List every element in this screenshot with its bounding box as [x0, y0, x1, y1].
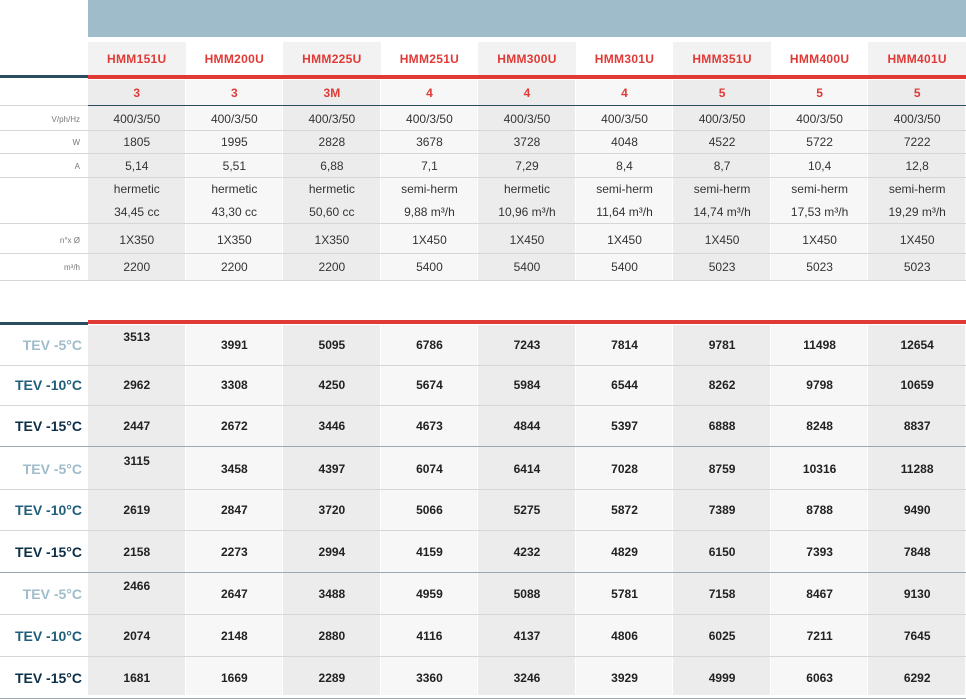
model-header: HMM251U [381, 42, 479, 75]
spec-power: 4522 [708, 135, 736, 149]
capacity-value: 10659 [900, 378, 934, 392]
spec-displacement: 34,45 cc [114, 205, 160, 219]
spec-current: 5,51 [222, 159, 246, 173]
row-divider [0, 656, 966, 657]
spec-compressor: hermetic [308, 182, 355, 196]
tev-label: TEV -5°C [22, 586, 82, 602]
capacity-value: 6063 [806, 671, 833, 685]
capacity-value: 4232 [513, 545, 541, 559]
capacity-value: 7645 [903, 629, 931, 643]
spec-unit: V/ph/Hz [51, 114, 80, 124]
spec-unit: m³/h [64, 262, 80, 272]
capacity-value: 7211 [806, 629, 833, 643]
capacity-value: 6025 [708, 629, 736, 643]
capacity-value: 7028 [611, 462, 638, 476]
row-divider [0, 253, 966, 254]
spec-voltage: 400/3/50 [698, 112, 746, 126]
spec-airflow: 5023 [708, 260, 736, 274]
capacity-value: 2273 [220, 545, 248, 559]
spec-power: 5722 [806, 135, 833, 149]
spec-airflow: 2200 [220, 260, 248, 274]
spec-compressor: semi-herm [791, 182, 848, 196]
capacity-value: 1681 [123, 671, 151, 685]
spec-fans: 1X450 [704, 233, 740, 247]
capacity-value: 5674 [416, 378, 443, 392]
capacity-value: 3446 [318, 419, 346, 433]
row-divider [0, 130, 966, 131]
spec-unit [0, 178, 88, 200]
spec-unit [0, 200, 88, 224]
capacity-value: 4137 [513, 629, 541, 643]
row-divider [0, 614, 966, 615]
capacity-value: 3308 [220, 378, 248, 392]
spec-current: 7,1 [421, 159, 438, 173]
capacity-value: 10316 [802, 462, 837, 476]
capacity-value: 8248 [806, 419, 833, 433]
row-divider [0, 698, 966, 699]
spec-displacement: 14,74 m³/h [693, 205, 751, 219]
capacity-value: 2148 [220, 629, 248, 643]
spec-voltage: 400/3/50 [893, 112, 941, 126]
capacity-value: 4673 [416, 419, 443, 433]
capacity-value: 4397 [318, 462, 346, 476]
spec-power: 7222 [903, 135, 931, 149]
spec-compressor: semi-herm [693, 182, 751, 196]
tev-label: TEV -5°C [22, 461, 82, 477]
spec-compressor: hermetic [211, 182, 258, 196]
capacity-value: 7243 [513, 338, 541, 352]
spec-displacement: 9,88 m³/h [404, 205, 455, 219]
capacity-value: 2074 [123, 629, 151, 643]
tev-label: TEV -15°C [14, 418, 82, 434]
model-header: HMM151U [88, 42, 186, 75]
capacity-value: 1669 [220, 671, 248, 685]
capacity-value: 2672 [220, 419, 248, 433]
capacity-value: 11288 [900, 462, 934, 476]
capacity-value: 4844 [513, 419, 541, 433]
model-header: HMM351U [673, 42, 771, 75]
capacity-value: 5781 [611, 587, 638, 601]
spec-fans: 1X450 [509, 233, 545, 247]
capacity-value: 5397 [611, 419, 638, 433]
capacity-value: 2466 [123, 579, 151, 593]
row-divider [0, 223, 966, 224]
capacity-value: 3488 [318, 587, 346, 601]
capacity-value: 4116 [416, 629, 443, 643]
model-header: HMM200U [186, 42, 284, 75]
capacity-value: 12654 [900, 338, 934, 352]
spec-band: 3M [323, 86, 341, 100]
spec-fans: 1X350 [216, 233, 252, 247]
tev-label: TEV -5°C [22, 337, 82, 353]
capacity-value: 4829 [611, 545, 638, 559]
tev-label: TEV -15°C [14, 670, 82, 686]
spec-displacement: 50,60 cc [309, 205, 355, 219]
capacity-value: 6786 [416, 338, 443, 352]
spec-current: 5,14 [125, 159, 149, 173]
spec-airflow: 5400 [513, 260, 541, 274]
spec-compressor: semi-herm [596, 182, 653, 196]
spec-voltage: 400/3/50 [113, 112, 161, 126]
capacity-value: 3115 [123, 454, 150, 468]
spec-displacement: 10,96 m³/h [498, 205, 556, 219]
spec-fans: 1X450 [899, 233, 935, 247]
capacity-value: 11498 [803, 338, 836, 352]
capacity-value: 8759 [708, 462, 736, 476]
spec-current: 8,7 [713, 159, 731, 173]
spec-voltage: 400/3/50 [796, 112, 843, 126]
capacity-value: 5984 [513, 378, 541, 392]
spec-fans: 1X350 [314, 233, 350, 247]
spec-airflow: 5400 [416, 260, 443, 274]
capacity-value: 7393 [806, 545, 833, 559]
capacity-value: 3991 [220, 338, 248, 352]
spec-airflow: 5400 [611, 260, 638, 274]
capacity-value: 2289 [318, 671, 346, 685]
spec-airflow: 5023 [806, 260, 833, 274]
capacity-value: 8467 [806, 587, 833, 601]
spec-compressor: semi-herm [401, 182, 458, 196]
capacity-value: 7389 [708, 503, 736, 517]
spec-unit: A [74, 161, 80, 171]
capacity-value: 5088 [513, 587, 541, 601]
spec-fans: 1X450 [802, 233, 837, 247]
capacity-value: 5275 [513, 503, 541, 517]
capacity-value: 3360 [416, 671, 443, 685]
spec-band: 4 [523, 86, 531, 100]
tev-label: TEV -10°C [14, 377, 82, 393]
spec-current: 10,4 [807, 159, 832, 173]
spec-fans: 1X350 [119, 233, 155, 247]
capacity-value: 7158 [708, 587, 736, 601]
spec-power: 2828 [318, 135, 346, 149]
spec-voltage: 400/3/50 [406, 112, 453, 126]
capacity-value: 3513 [123, 330, 151, 344]
spec-power: 1805 [123, 135, 151, 149]
spec-displacement: 11,64 m³/h [596, 205, 653, 219]
capacity-value: 4250 [318, 378, 346, 392]
model-header: HMM400U [771, 42, 869, 75]
capacity-value: 8262 [708, 378, 736, 392]
spec-power: 4048 [611, 135, 638, 149]
model-header: HMM301U [576, 42, 674, 75]
spec-band: 5 [816, 86, 823, 100]
spec-band: 5 [718, 86, 726, 100]
capacity-value: 9130 [903, 587, 931, 601]
spec-fans: 1X450 [412, 233, 447, 247]
capacity-value: 2447 [123, 419, 151, 433]
spec-band: 4 [621, 86, 628, 100]
capacity-value: 6888 [708, 419, 736, 433]
capacity-value: 6150 [708, 545, 736, 559]
capacity-value: 2847 [220, 503, 248, 517]
capacity-value: 5872 [611, 503, 638, 517]
header-divider [88, 75, 966, 79]
spec-voltage: 400/3/50 [210, 112, 258, 126]
capacity-value: 2158 [123, 545, 151, 559]
row-divider [0, 280, 966, 281]
header-band [88, 0, 966, 37]
tev-label: TEV -10°C [14, 502, 82, 518]
header-divider-left [0, 75, 88, 78]
capacity-value: 3458 [220, 462, 248, 476]
capacity-value: 7848 [903, 545, 931, 559]
spec-current: 8,4 [616, 159, 633, 173]
spec-voltage: 400/3/50 [601, 112, 648, 126]
capacity-value: 7814 [611, 338, 638, 352]
spec-airflow: 2200 [123, 260, 151, 274]
capacity-value: 9798 [806, 378, 833, 392]
spec-compressor: semi-herm [888, 182, 946, 196]
capacity-value: 2619 [123, 503, 151, 517]
capacity-value: 6074 [416, 462, 443, 476]
capacity-value: 3929 [611, 671, 638, 685]
capacity-value: 4999 [708, 671, 736, 685]
model-header: HMM225U [283, 42, 381, 75]
capacity-value: 4959 [416, 587, 443, 601]
capacity-divider [88, 320, 966, 324]
capacity-value: 6292 [903, 671, 931, 685]
model-header: HMM401U [868, 42, 966, 75]
spec-band: 3 [230, 86, 238, 100]
spec-airflow: 2200 [318, 260, 346, 274]
spec-power: 3678 [416, 135, 443, 149]
row-divider [0, 153, 966, 154]
capacity-value: 6544 [611, 378, 638, 392]
spec-current: 6,88 [320, 159, 344, 173]
capacity-value: 4806 [611, 629, 638, 643]
capacity-value: 3246 [513, 671, 541, 685]
band-divider [88, 105, 966, 106]
tev-label: TEV -10°C [14, 628, 82, 644]
capacity-value: 4159 [416, 545, 443, 559]
spec-compressor: hermetic [113, 182, 160, 196]
capacity-value: 5095 [318, 338, 346, 352]
spec-unit: W [72, 137, 80, 147]
capacity-value: 9781 [708, 338, 736, 352]
spec-displacement: 19,29 m³/h [888, 205, 946, 219]
capacity-value: 3720 [318, 503, 346, 517]
spec-airflow: 5023 [903, 260, 931, 274]
spec-power: 1995 [220, 135, 248, 149]
row-divider [0, 177, 966, 178]
capacity-value: 8837 [903, 419, 931, 433]
capacity-value: 8788 [806, 503, 833, 517]
spec-displacement: 43,30 cc [211, 205, 257, 219]
capacity-value: 2880 [318, 629, 346, 643]
capacity-value: 2994 [318, 545, 346, 559]
spec-fans: 1X450 [607, 233, 642, 247]
capacity-value: 9490 [903, 503, 931, 517]
spec-unit: n°x Ø [59, 235, 80, 245]
spec-power: 3728 [513, 135, 541, 149]
capacity-value: 2647 [220, 587, 248, 601]
spec-current: 12,8 [905, 159, 929, 173]
spec-voltage: 400/3/50 [308, 112, 356, 126]
spec-compressor: hermetic [503, 182, 550, 196]
spec-band: 4 [426, 86, 433, 100]
row-divider [0, 530, 966, 531]
spec-voltage: 400/3/50 [503, 112, 551, 126]
capacity-value: 5066 [416, 503, 443, 517]
spec-current: 7,29 [515, 159, 539, 173]
capacity-value: 6414 [513, 462, 541, 476]
tev-label: TEV -15°C [14, 544, 82, 560]
spec-band: 3 [133, 86, 141, 100]
model-header: HMM300U [478, 42, 576, 75]
capacity-value: 2962 [123, 378, 151, 392]
spec-band: 5 [913, 86, 921, 100]
spec-displacement: 17,53 m³/h [790, 205, 849, 219]
